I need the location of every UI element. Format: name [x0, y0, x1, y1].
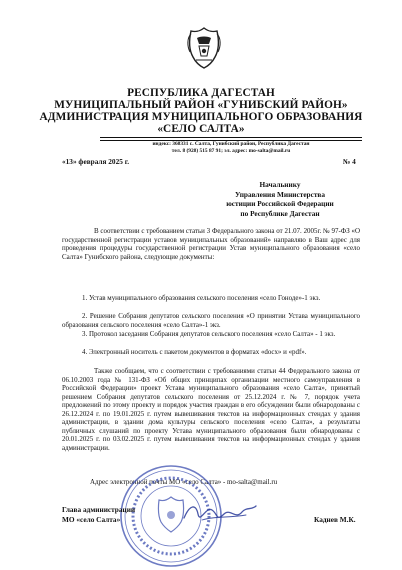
header-divider — [100, 137, 362, 139]
recipient-line-1: Начальнику — [259, 180, 301, 189]
publication-paragraph: Также сообщаем, что с соответствии с требованиями статьи 44 Федерального закона от 06.10.2003 года № 131-ФЗ «Об общих принципах организации местного самоуправления в Российской Федерации» проект Устава муниципального образования «село Салта», принятый решением Собрания депутатов сельского поселения от 25.12.2024 г. № 7, порядок учета предложений по этому проекту и порядок участия граждан в его обсуждении были обнародованы с 26.12.2024 г. по 19.01.2025 г. путем вывешивания текстов на информационных стендах у здания администрации, в здании дома культуры сельского поселения «село Салта», а результаты публичных слушаний по проекту Устава муниципального образования были обнародованы с 20.01.2025 г. по 03.02.2025 г. путем вывешивания текстов на информационных стендах у здания администрации. — [62, 367, 360, 452]
header-divider-thin — [100, 140, 362, 141]
document-list-item-1: 1. Устав муниципального образования сельского поселения «село Гоноде»-1 экз. — [82, 294, 321, 302]
document-list-item-4: 4. Электронный носитель с пакетом документов в форматах «docx» и «pdf». — [82, 348, 307, 356]
coat-of-arms-icon — [185, 26, 223, 70]
document-list-item-3: 3. Протокол заседания Собрания депутатов сельского поселения «село Салта» - 1 экз. — [82, 330, 336, 338]
intro-paragraph: В соответствии с требованием статьи 3 Федерального закона от 21.07. 2005г. № 97-ФЗ «О государственной регистрации уставов муниципальных образований» направляю в Ваш адрес для проведения процедуры государственной регистрации Устав муниципального образования «село Салта» Гунибского района, следующие документы: — [62, 227, 360, 261]
postal-address: индекс: 368331 с. Салта, Гунибский район, Республика Дагестан — [152, 141, 310, 147]
header-district: МУНИЦИПАЛЬНЫЙ РАЙОН «ГУНИБСКИЙ РАЙОН» — [54, 99, 348, 111]
recipient-line-4: по Республике Дагестан — [240, 208, 320, 218]
letter-date: «13» февраля 2025 г. — [62, 157, 130, 166]
email-paragraph: Адрес электронной почты МО «село Салта» - mo-salta@mail.ru — [90, 478, 278, 486]
signatory-name: Каднев М.К. — [314, 515, 356, 524]
header-republic: РЕСПУБЛИКА ДАГЕСТАН — [127, 87, 275, 99]
recipient-line-2: Управления Министерства — [234, 189, 326, 199]
header-administration: АДМИНИСТРАЦИЯ МУНИЦИПАЛЬНОГО ОБРАЗОВАНИЯ — [39, 111, 363, 123]
signatory-title: Глава администрации — [62, 505, 136, 514]
header-village: «СЕЛО САЛТА» — [157, 123, 245, 135]
signatory-organization: МО «село Салта» — [62, 515, 121, 524]
handwritten-signature-icon — [180, 498, 260, 528]
contact-line: тел. 8 (928) 515 87 91; эл. адрес: mo-salta@mail.ru — [171, 147, 291, 154]
document-list-item-2: 2. Решение Собрания депутатов сельского поселения «О принятии Устава муниципального образования сельского поселения «село Салта»-1 экз. — [62, 312, 360, 329]
recipient-line-3: юстиции Российской Федерации — [226, 199, 334, 208]
letter-number: № 4 — [343, 157, 356, 166]
